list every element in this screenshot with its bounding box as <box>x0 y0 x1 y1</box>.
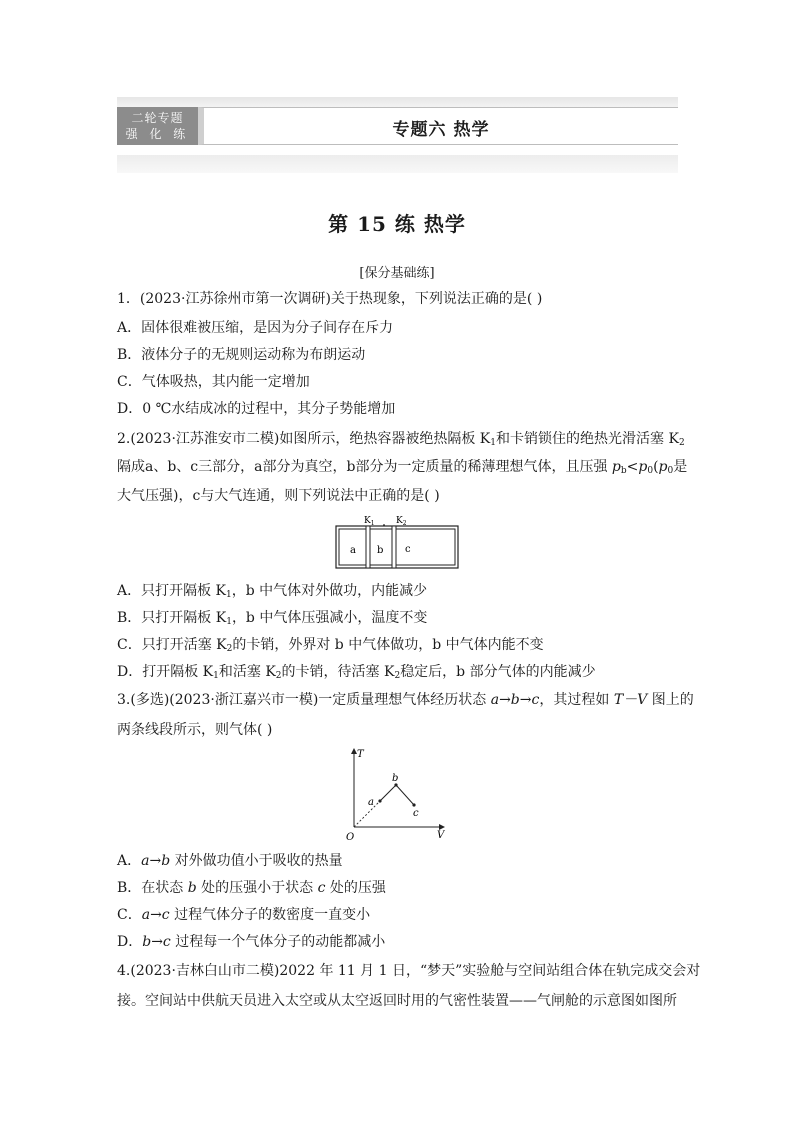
q2-d-b: 和活塞 K <box>218 664 276 680</box>
section-label: [保分基础练] <box>359 266 435 281</box>
q3-b-c: 处的压强小于状态 <box>196 880 318 896</box>
q2-stem-l1-a: 2.(2023·江苏淮安市二模)如图所示，绝热容器被绝热隔板 K <box>117 431 491 447</box>
q2-a-b: ，b 中气体对外做功，内能减少 <box>231 583 428 599</box>
q3-option-b <box>117 879 687 897</box>
label-k2: $K_2$ <box>396 516 407 527</box>
q2-option-b <box>117 609 687 627</box>
q3-b-b: b <box>187 880 197 896</box>
pin-dot <box>383 524 385 526</box>
q2-sub-b: b <box>620 466 627 476</box>
label-b: b <box>377 545 384 556</box>
q2-a-a: A．只打开隔板 K <box>117 583 227 599</box>
q3-tv-graph <box>340 743 452 843</box>
q3-a-b: a→b <box>141 853 171 869</box>
topic-title-bar <box>198 107 678 145</box>
q2-p-0: p <box>638 459 648 475</box>
q3-d-b: b→c <box>142 934 171 950</box>
container-inner <box>339 529 455 565</box>
q2-stem-l2-d: 是 <box>673 459 688 475</box>
label-V: V <box>437 830 445 841</box>
label-b: b <box>392 773 399 784</box>
q3-c-c: 过程气体分子的数密度一直变小 <box>169 907 371 923</box>
q3-c-b: a→c <box>141 907 170 923</box>
q2-sub-1: 1 <box>490 438 497 448</box>
q2-paren: ( <box>653 459 659 475</box>
q3-stem-line2: 两条线段所示，则气体( ) <box>117 722 273 738</box>
q3-a-a: A． <box>117 853 142 869</box>
header-bottom-shade <box>117 155 678 173</box>
q2-p-0b: p <box>658 459 668 475</box>
q2-stem-line3: 大气压强)，c与大气连通，则下列说法中正确的是( ) <box>117 488 440 504</box>
q3-option-a <box>117 852 687 870</box>
label-c: c <box>413 808 419 819</box>
header-band <box>117 97 678 173</box>
segment-bc <box>396 785 414 805</box>
piston-k2 <box>392 526 396 568</box>
q2-d-a: D．打开隔板 K <box>117 664 214 680</box>
q3-l1-e: 图上的 <box>647 692 694 708</box>
q2-sub-2: 2 <box>678 438 685 448</box>
q1-option-b: B．液体分子的无规则运动称为布朗运动 <box>117 347 366 363</box>
label-a: a <box>368 797 374 808</box>
label-c: c <box>405 544 411 555</box>
q2-stem-line2 <box>117 458 687 476</box>
label-T: T <box>357 749 364 760</box>
q3-stem-line1 <box>117 691 694 709</box>
q2-a-sub: 1 <box>226 590 232 600</box>
label-a: a <box>350 545 356 556</box>
q2-c-a: C．只打开活塞 K <box>117 637 227 653</box>
q2-b-sub: 1 <box>226 617 232 627</box>
header-top-shade <box>117 97 678 107</box>
section-tag <box>117 107 198 145</box>
q4-line2: 接。空间站中供航天员进入太空或从太空返回时用的气密性装置——气闸舱的示意图如图所 <box>117 993 677 1009</box>
q2-stem-l1-b: 和卡销锁住的绝热光滑活塞 K <box>496 431 679 447</box>
q2-option-d <box>117 663 687 681</box>
tag-line1: 二轮专题 <box>131 111 184 125</box>
q3-l1-b: a→b→c <box>490 692 540 708</box>
q2-d-d: 稳定后，b 部分气体的内能减少 <box>400 664 596 680</box>
q2-d-sub1: 1 <box>213 671 219 681</box>
q1-option-a: A．固体很难被压缩，是因为分子间存在斥力 <box>117 320 394 336</box>
q2-c-b: 的卡销，外界对 b 中气体做功，b 中气体内能不变 <box>232 637 544 653</box>
q2-b-b: ，b 中气体压强减小，温度不变 <box>231 610 428 626</box>
partition-k1 <box>366 526 370 568</box>
q2-c-sub: 2 <box>226 644 233 654</box>
q3-a-c: 对外做功值小于吸收的热量 <box>170 853 343 869</box>
q4-line1: 4.(2023·吉林白山市二模)2022 年 11 月 1 日，“梦天”实验舱与空间站组合体在轨完成交会对 <box>117 963 701 979</box>
q3-l1-d: T－V <box>613 692 648 708</box>
q3-option-c <box>117 906 687 924</box>
q2-p-b: p <box>611 459 621 475</box>
q2-sub-0: 0 <box>647 466 654 476</box>
label-O: O <box>346 832 355 843</box>
q2-container-figure <box>334 513 462 573</box>
lesson-title: 第 15 练 热学 <box>328 212 466 236</box>
q3-c-a: C． <box>117 907 142 923</box>
label-k1: $K_1$ <box>364 516 375 527</box>
q1-stem: 1．(2023·江苏徐州市第一次调研)关于热现象，下列说法正确的是( ) <box>117 291 543 307</box>
q1-option-c: C．气体吸热，其内能一定增加 <box>117 374 310 390</box>
q3-b-d: c <box>317 880 326 896</box>
q2-option-a <box>117 582 687 600</box>
tag-line2: 强 化 练 <box>125 127 190 141</box>
q3-d-c: 过程每一个气体分子的动能都减小 <box>170 934 386 950</box>
dashed-origin-line <box>354 801 380 827</box>
q2-lt: < <box>626 459 639 475</box>
q3-b-a: B．在状态 <box>117 880 188 896</box>
topic-title: 专题六 热学 <box>392 120 490 140</box>
q3-l1-c: ，其过程如 <box>539 692 614 708</box>
segment-ab <box>380 785 396 801</box>
q2-b-a: B．只打开隔板 K <box>117 610 227 626</box>
q2-d-sub2: 2 <box>275 671 282 681</box>
point-c <box>412 803 415 806</box>
q2-sub-0b: 0 <box>667 466 674 476</box>
q2-option-c <box>117 636 687 654</box>
q1-option-d: D．0 ℃水结成冰的过程中，其分子势能增加 <box>117 401 396 417</box>
q2-d-c: 的卡销，待活塞 K <box>281 664 395 680</box>
q3-option-d <box>117 933 687 951</box>
q2-stem-line1 <box>117 430 687 448</box>
q3-d-a: D． <box>117 934 143 950</box>
q2-stem-l2-a: 隔成a、b、c三部分，a部分为真空，b部分为一定质量的稀薄理想气体，且压强 <box>117 459 612 475</box>
q2-d-sub3: 2 <box>394 671 401 681</box>
q3-l1-a: 3.(多选)(2023·浙江嘉兴市一模)一定质量理想气体经历状态 <box>117 692 491 708</box>
q3-b-e: 处的压强 <box>325 880 386 896</box>
point-a <box>378 799 381 802</box>
